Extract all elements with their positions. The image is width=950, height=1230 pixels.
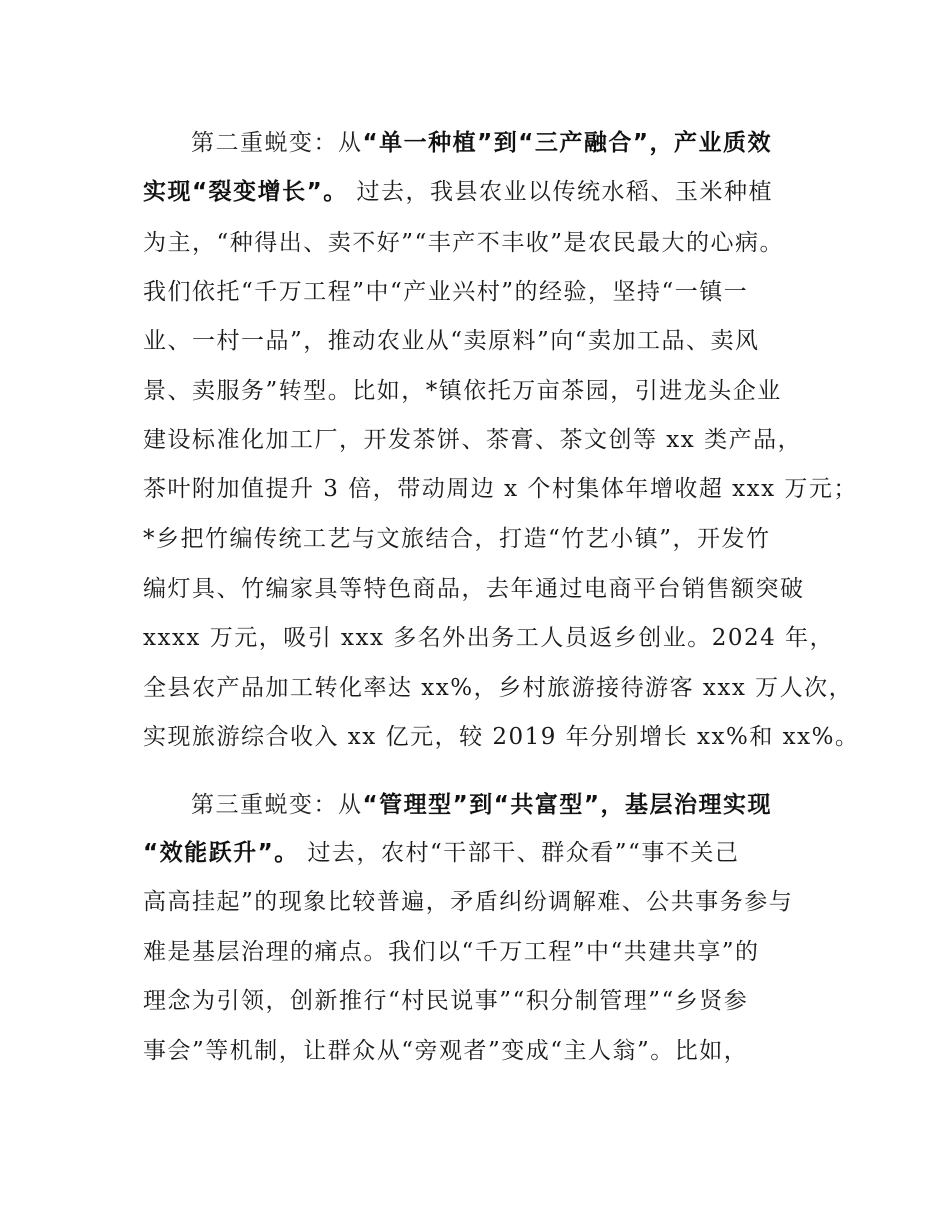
paragraph-2-line-5 xyxy=(143,986,748,1016)
body-text: 理念为引领，创新推行“村民说事”“积分制管理”“乡贤参 xyxy=(143,988,749,1014)
body-text: 过去，我县农业以传统水稻、玉米种植 xyxy=(347,179,774,205)
section-heading-continued: “效能跃升”。 xyxy=(143,840,299,866)
paragraph-1-line-1 xyxy=(191,128,772,158)
body-text: 我们依托“千万工程”中“产业兴村”的经验，坚持“一镇一 xyxy=(143,279,749,305)
section-heading-continued: 实现“裂变增长”。 xyxy=(143,179,348,205)
paragraph-1-line-11 xyxy=(143,623,834,653)
body-text: 景、卖服务”转型。比如，*镇依托万亩茶园，引进龙头企业 xyxy=(143,378,782,404)
paragraph-2-line-1 xyxy=(191,790,772,820)
body-text: 高高挂起”的现象比较普遍，矛盾纠纷调解难、公共事务参与 xyxy=(143,889,794,915)
paragraph-1-line-2 xyxy=(143,177,773,207)
paragraph-2-line-2 xyxy=(143,838,739,868)
body-text: 业、一村一品”，推动农业从“卖原料”向“卖加工品、卖风 xyxy=(143,328,760,354)
section-label: 第二重蜕变：从 xyxy=(191,130,363,156)
section-label: 第三重蜕变：从 xyxy=(191,792,363,818)
body-text: 事会”等机制，让群众从“旁观者”变成“主人翁”。比如， xyxy=(143,1038,749,1064)
body-text: xxxx 万元，吸引 xxx 多名外出务工人员返乡创业。2024 年， xyxy=(143,625,835,651)
paragraph-2-line-6 xyxy=(143,1036,748,1066)
paragraph-1-line-7 xyxy=(143,425,802,455)
paragraph-1-line-13 xyxy=(143,722,859,752)
body-text: 茶叶附加值提升 3 倍，带动周边 x 个村集体年增收超 xxx 万元； xyxy=(143,476,858,502)
body-text: *乡把竹编传统工艺与文旅结合，打造“竹艺小镇”，开发竹 xyxy=(143,526,771,552)
body-text: 实现旅游综合收入 xx 亿元，较 2019 年分别增长 xx%和 xx%。 xyxy=(143,724,860,750)
paragraph-1-line-4 xyxy=(143,277,748,307)
paragraph-2-line-3 xyxy=(143,887,793,917)
paragraph-2-line-4 xyxy=(143,937,760,967)
body-text: 过去，农村“干部干、群众看”“事不关己 xyxy=(298,840,740,866)
paragraph-1-line-6 xyxy=(143,376,782,406)
body-text: 建设标准化加工厂，开发茶饼、茶膏、茶文创等 xx 类产品， xyxy=(143,427,803,453)
paragraph-1-line-5 xyxy=(143,326,760,356)
body-text: 为主，“种得出、卖不好”“丰产不丰收”是农民最大的心病。 xyxy=(143,230,785,256)
body-text: 编灯具、竹编家具等特色商品，去年通过电商平台销售额突破 xyxy=(143,576,805,602)
section-heading: “管理型”到“共富型”，基层治理实现 xyxy=(362,792,772,818)
paragraph-1-line-12 xyxy=(143,673,853,703)
body-text: 难是基层治理的痛点。我们以“千万工程”中“共建共享”的 xyxy=(143,939,760,965)
body-text: 全县农产品加工转化率达 xx%，乡村旅游接待游客 xxx 万人次， xyxy=(143,675,854,701)
paragraph-1-line-10 xyxy=(143,574,805,604)
paragraph-1-line-3 xyxy=(143,228,784,258)
paragraph-1-line-9 xyxy=(143,524,771,554)
paragraph-1-line-8 xyxy=(143,474,858,504)
section-heading: “单一种植”到“三产融合”，产业质效 xyxy=(362,130,772,156)
